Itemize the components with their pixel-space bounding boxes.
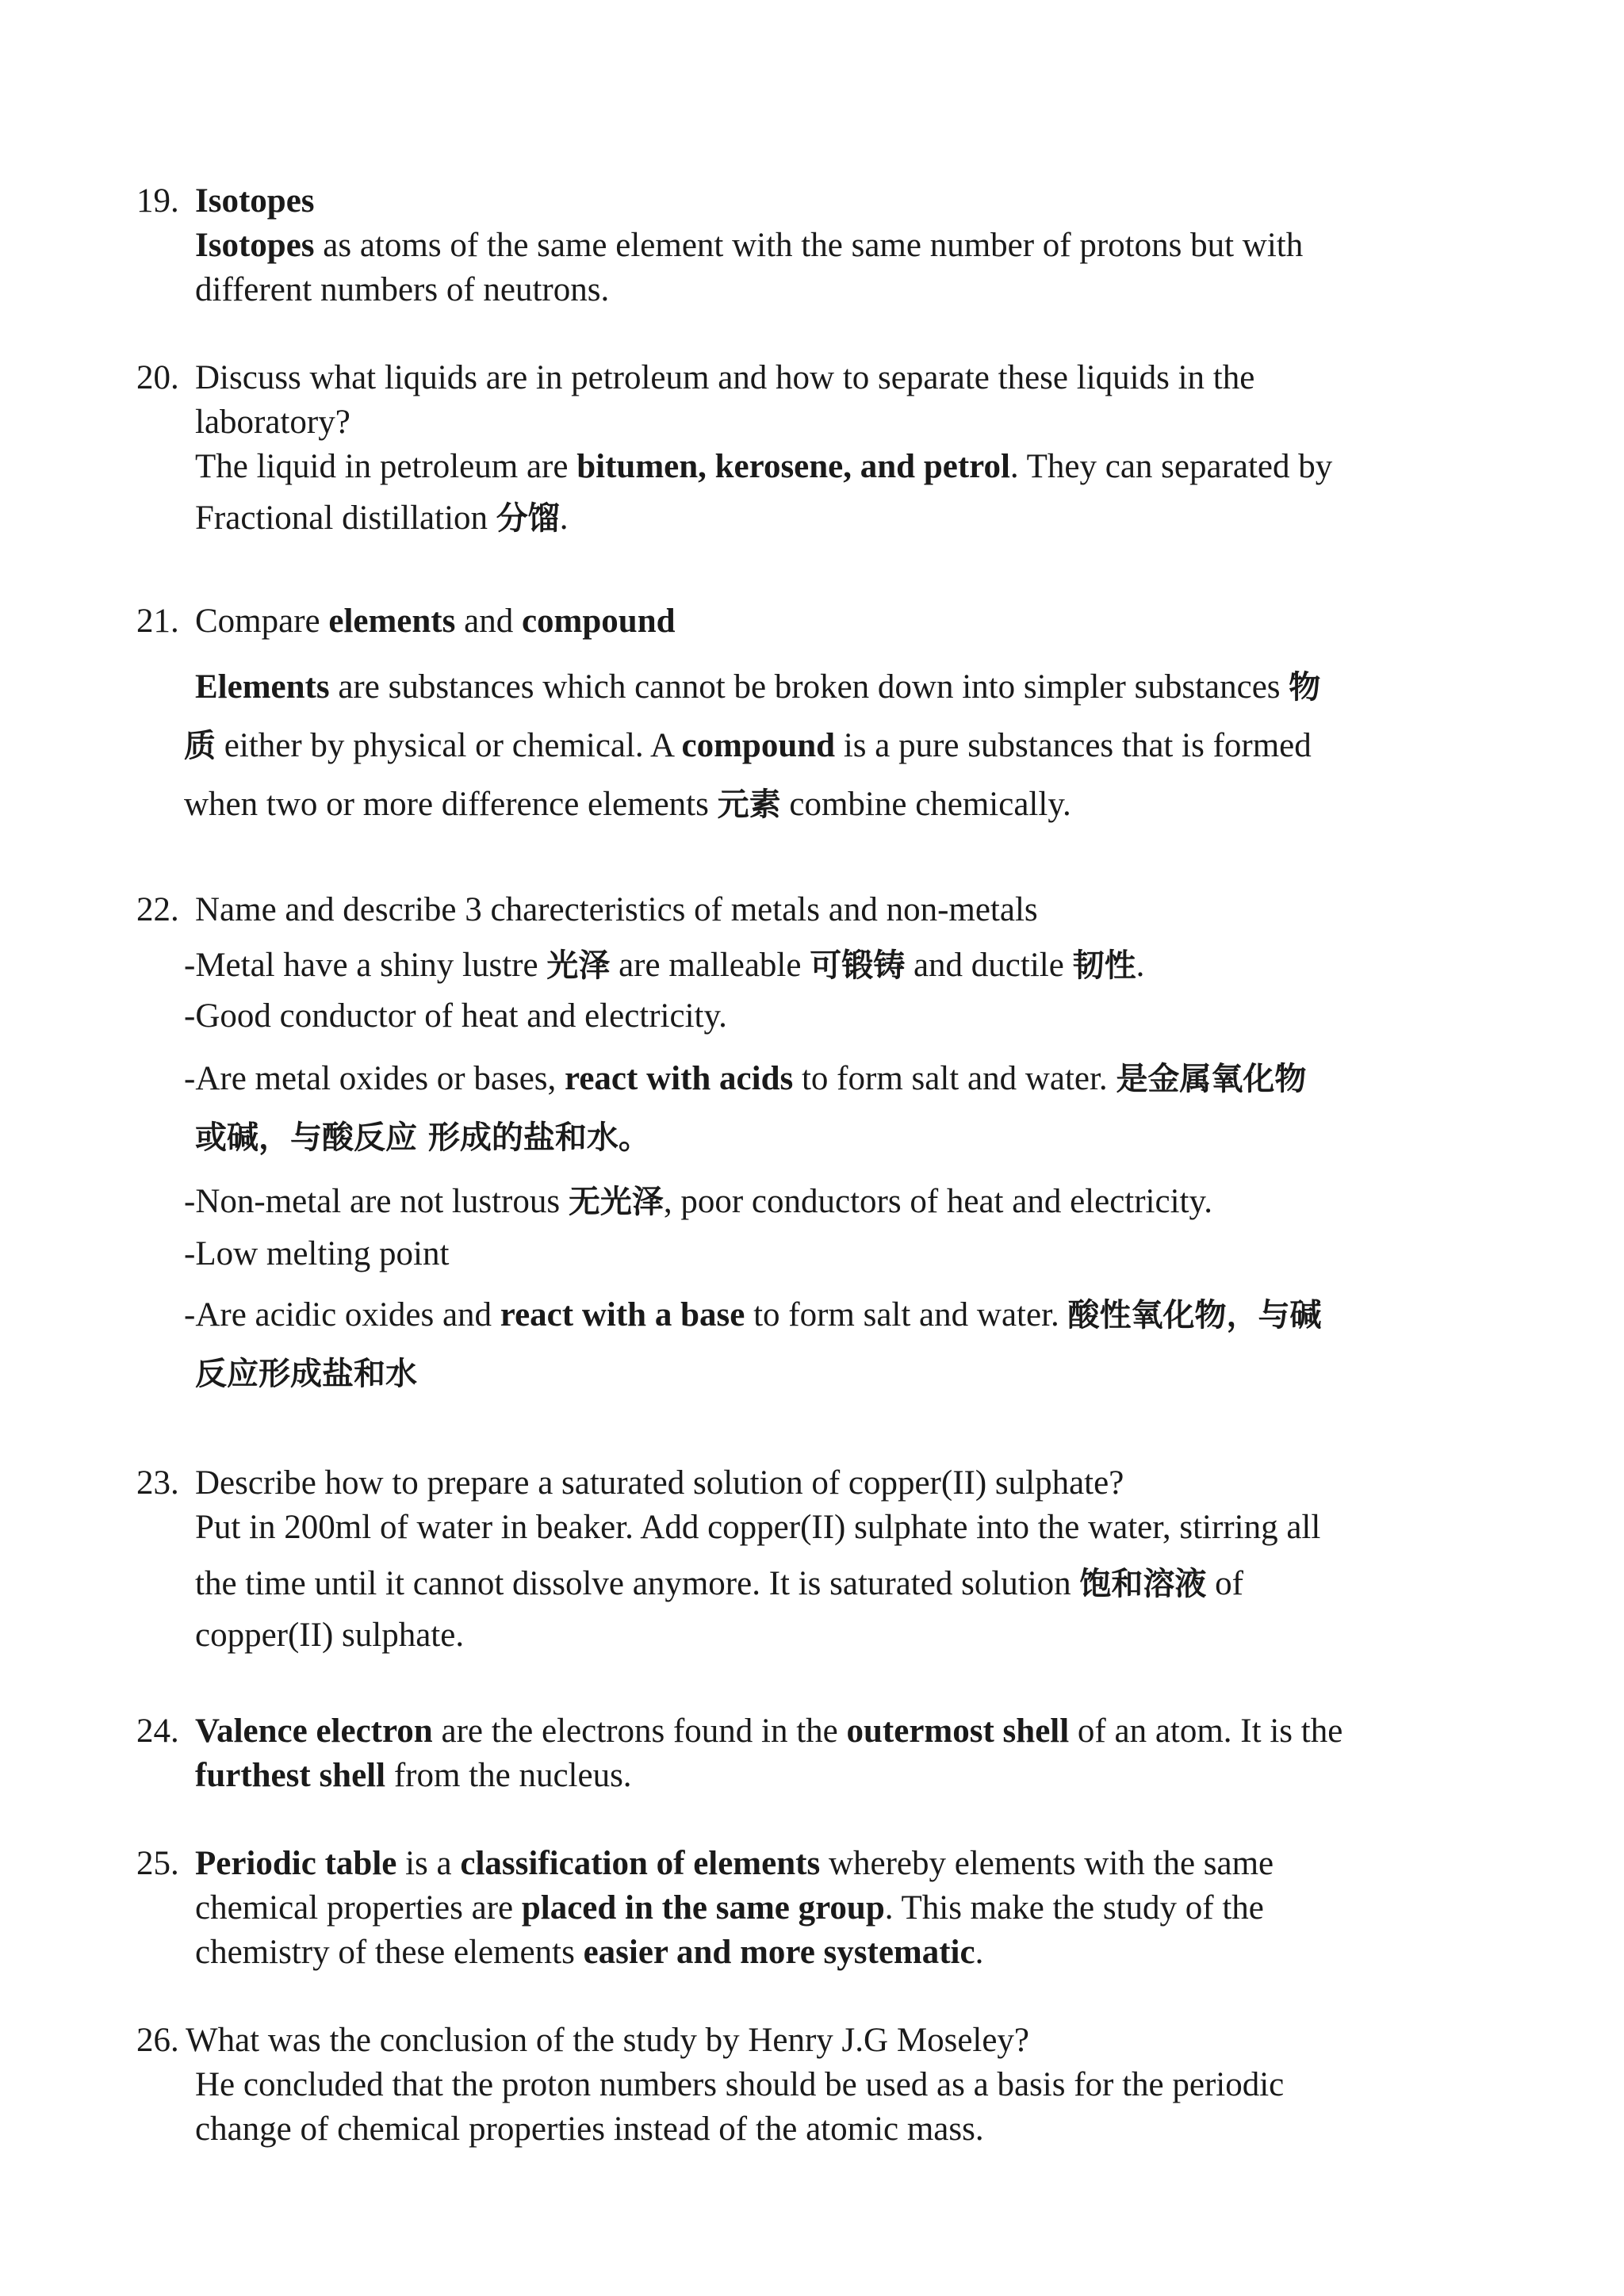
question-19 [136,179,1516,312]
answer-line: The liquid in petroleum are bitumen, kerosene, and petrol. They can separated by [195,448,1333,485]
metal-point: -Good conductor of heat and electricity. [184,997,727,1035]
question-23 [136,1461,1516,1658]
answer-line: He concluded that the proton numbers should be used as a basis for the periodic [195,2066,1285,2103]
question-text: Describe how to prepare a saturated solution of copper(II) sulphate? [195,1464,1124,1502]
question-24 [136,1709,1516,1798]
metal-point-chinese: 或碱，与酸反应 形成的盐和水。 [195,1119,650,1156]
question-title: Isotopes [195,182,315,220]
question-26 [136,2019,1516,2152]
question-number: 19. [136,182,179,220]
question-text: Discuss what liquids are in petroleum and how to separate these liquids in the [195,359,1255,396]
answer-line: when two or more difference elements 元素 combine chemically. [184,786,1071,823]
nonmetal-point: -Non-metal are not lustrous 无光泽, poor conductors of heat and electricity. [184,1183,1212,1220]
answer-line: chemical properties are placed in the same group. This make the study of the [195,1889,1264,1927]
question-number: 24. [136,1712,179,1750]
answer-line: 质 either by physical or chemical. A compound is a pure substances that is formed [184,727,1312,764]
answer-line: Put in 200ml of water in beaker. Add copper(II) sulphate into the water, stirring all [195,1509,1321,1546]
answer-line: change of chemical properties instead of the atomic mass. [195,2110,984,2148]
question-text: Compare elements and compound [195,603,676,640]
question-text: Name and describe 3 charecteristics of metals and non-metals [195,891,1038,928]
answer-line: the time until it cannot dissolve anymore. It is saturated solution 饱和溶液 of [195,1565,1243,1602]
question-25 [136,1842,1516,1975]
question-22 [136,888,1516,1403]
question-number: 20. [136,359,179,396]
question-number: 22. [136,891,179,928]
answer-line: furthest shell from the nucleus. [195,1757,632,1794]
question-text: What was the conclusion of the study by Henry J.G Moseley? [186,2022,1030,2059]
answer-line: Fractional distillation 分馏. [195,499,569,537]
nonmetal-point: -Are acidic oxides and react with a base to form salt and water. 酸性氧化物，与碱 [184,1296,1322,1334]
metal-point: -Are metal oxides or bases, react with acids to form salt and water. 是金属氧化物 [184,1060,1307,1097]
answer-line: different numbers of neutrons. [195,271,610,308]
answer-line: copper(II) sulphate. [195,1617,465,1654]
answer-line: Isotopes as atoms of the same element with the same number of protons but with [195,227,1304,264]
question-20 [136,356,1516,548]
question-number: 25. [136,1845,179,1882]
question-number: 26. [136,2022,179,2059]
question-text: laboratory? [195,404,350,441]
answer-line: Periodic table is a classification of elements whereby elements with the same [195,1845,1274,1882]
metal-point: -Metal have a shiny lustre 光泽 are malleable 可锻铸 and ductile 韧性. [184,947,1145,984]
nonmetal-point-chinese: 反应形成盐和水 [195,1356,417,1392]
answer-line: Valence electron are the electrons found in the outermost shell of an atom. It is the [195,1712,1343,1750]
nonmetal-point: -Low melting point [184,1235,450,1272]
answer-line: chemistry of these elements easier and more systematic. [195,1934,984,1971]
question-21 [136,599,1516,834]
answer-line: Elements are substances which cannot be broken down into simpler substances 物 [195,668,1321,706]
question-number: 23. [136,1464,179,1502]
question-number: 21. [136,603,179,640]
